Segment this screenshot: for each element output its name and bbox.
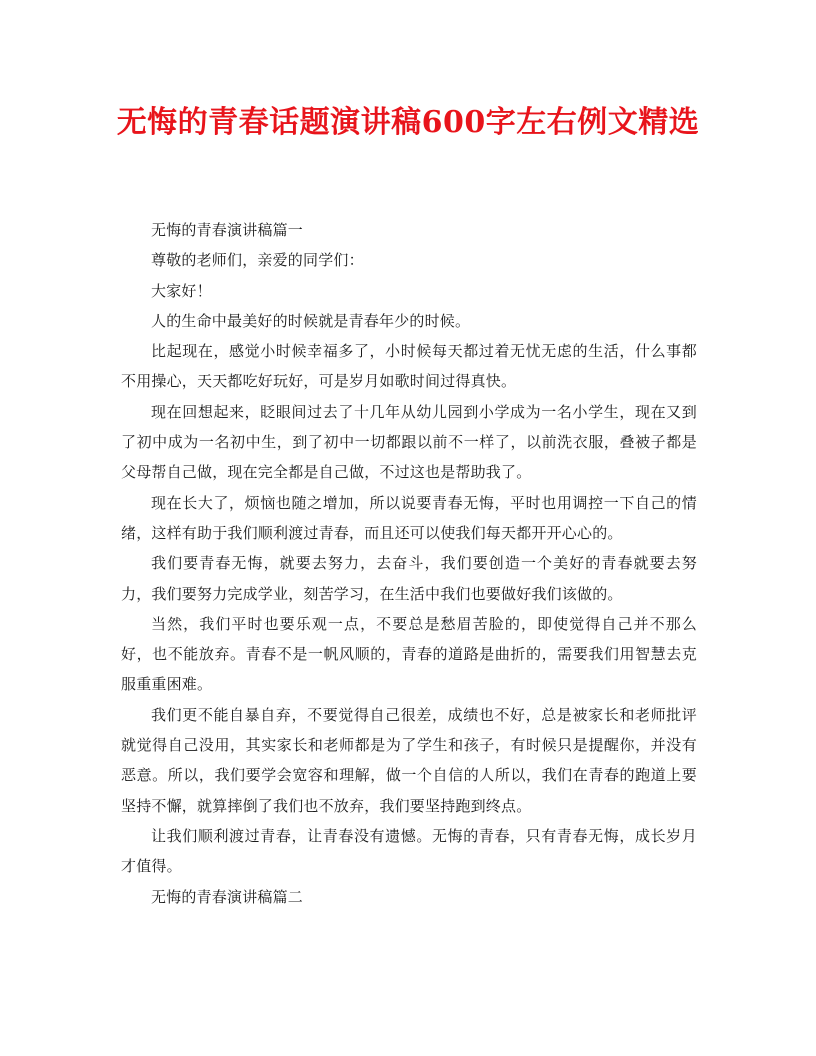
paragraph: 我们更不能自暴自弃，不要觉得自己很差，成绩也不好，总是被家长和老师批评就觉得自己没用，其实家长和老师都是为了学生和孩子，有时候只是提醒你，并没有恶意。所以，我们要学会宽容和理解，做一个自信的人所以，我们在青春的跑道上要坚持不懈，就算摔倒了我们也不放弃，我们要坚持跑到终点。 (121, 705, 697, 815)
paragraph: 人的生命中最美好的时候就是青春年少的时候。 (151, 311, 471, 330)
section-heading-1: 无悔的青春演讲稿篇一 (151, 221, 304, 239)
section-heading-2: 无悔的青春演讲稿篇二 (151, 887, 304, 906)
paragraph: 让我们顺利渡过青春，让青春没有遗憾。无悔的青春，只有青春无悔，成长岁月才值得。 (121, 826, 697, 876)
paragraph: 现在回想起来，眨眼间过去了十几年从幼儿园到小学成为一名小学生，现在又到了初中成为一名初中生，到了初中一切都跟以前不一样了，以前洗衣服，叠被子都是父母帮自己做，现在完全都是自己做，不过这也是帮助我了。 (121, 402, 697, 482)
salutation: 尊敬的老师们，亲爱的同学们： (151, 251, 364, 270)
paragraph: 比起现在，感觉小时候幸福多了，小时候每天都过着无忧无虑的生活，什么事都不用操心，天天都吃好玩好，可是岁月如歌时间过得真快。 (121, 342, 697, 391)
document-title: 无悔的青春话题演讲稿600字左右例文精选 (116, 105, 700, 140)
paragraph: 现在长大了，烦恼也随之增加，所以说要青春无悔，平时也用调控一下自己的情绪，这样有助于我们顺利渡过青春，而且还可以使我们每天都开开心心的。 (121, 493, 697, 542)
document-body (121, 215, 697, 912)
greeting: 大家好！ (151, 281, 212, 300)
paragraph: 当然，我们平时也要乐观一点，不要总是愁眉苦脸的，即使觉得自己并不那么好，也不能放弃。青春不是一帆风顺的，青春的道路是曲折的，需要我们用智慧去克服重重困难。 (121, 614, 697, 694)
paragraph: 我们要青春无悔，就要去努力，去奋斗，我们要创造一个美好的青春就要去努力，我们要努力完成学业，刻苦学习，在生活中我们也要做好我们该做的。 (121, 554, 697, 603)
